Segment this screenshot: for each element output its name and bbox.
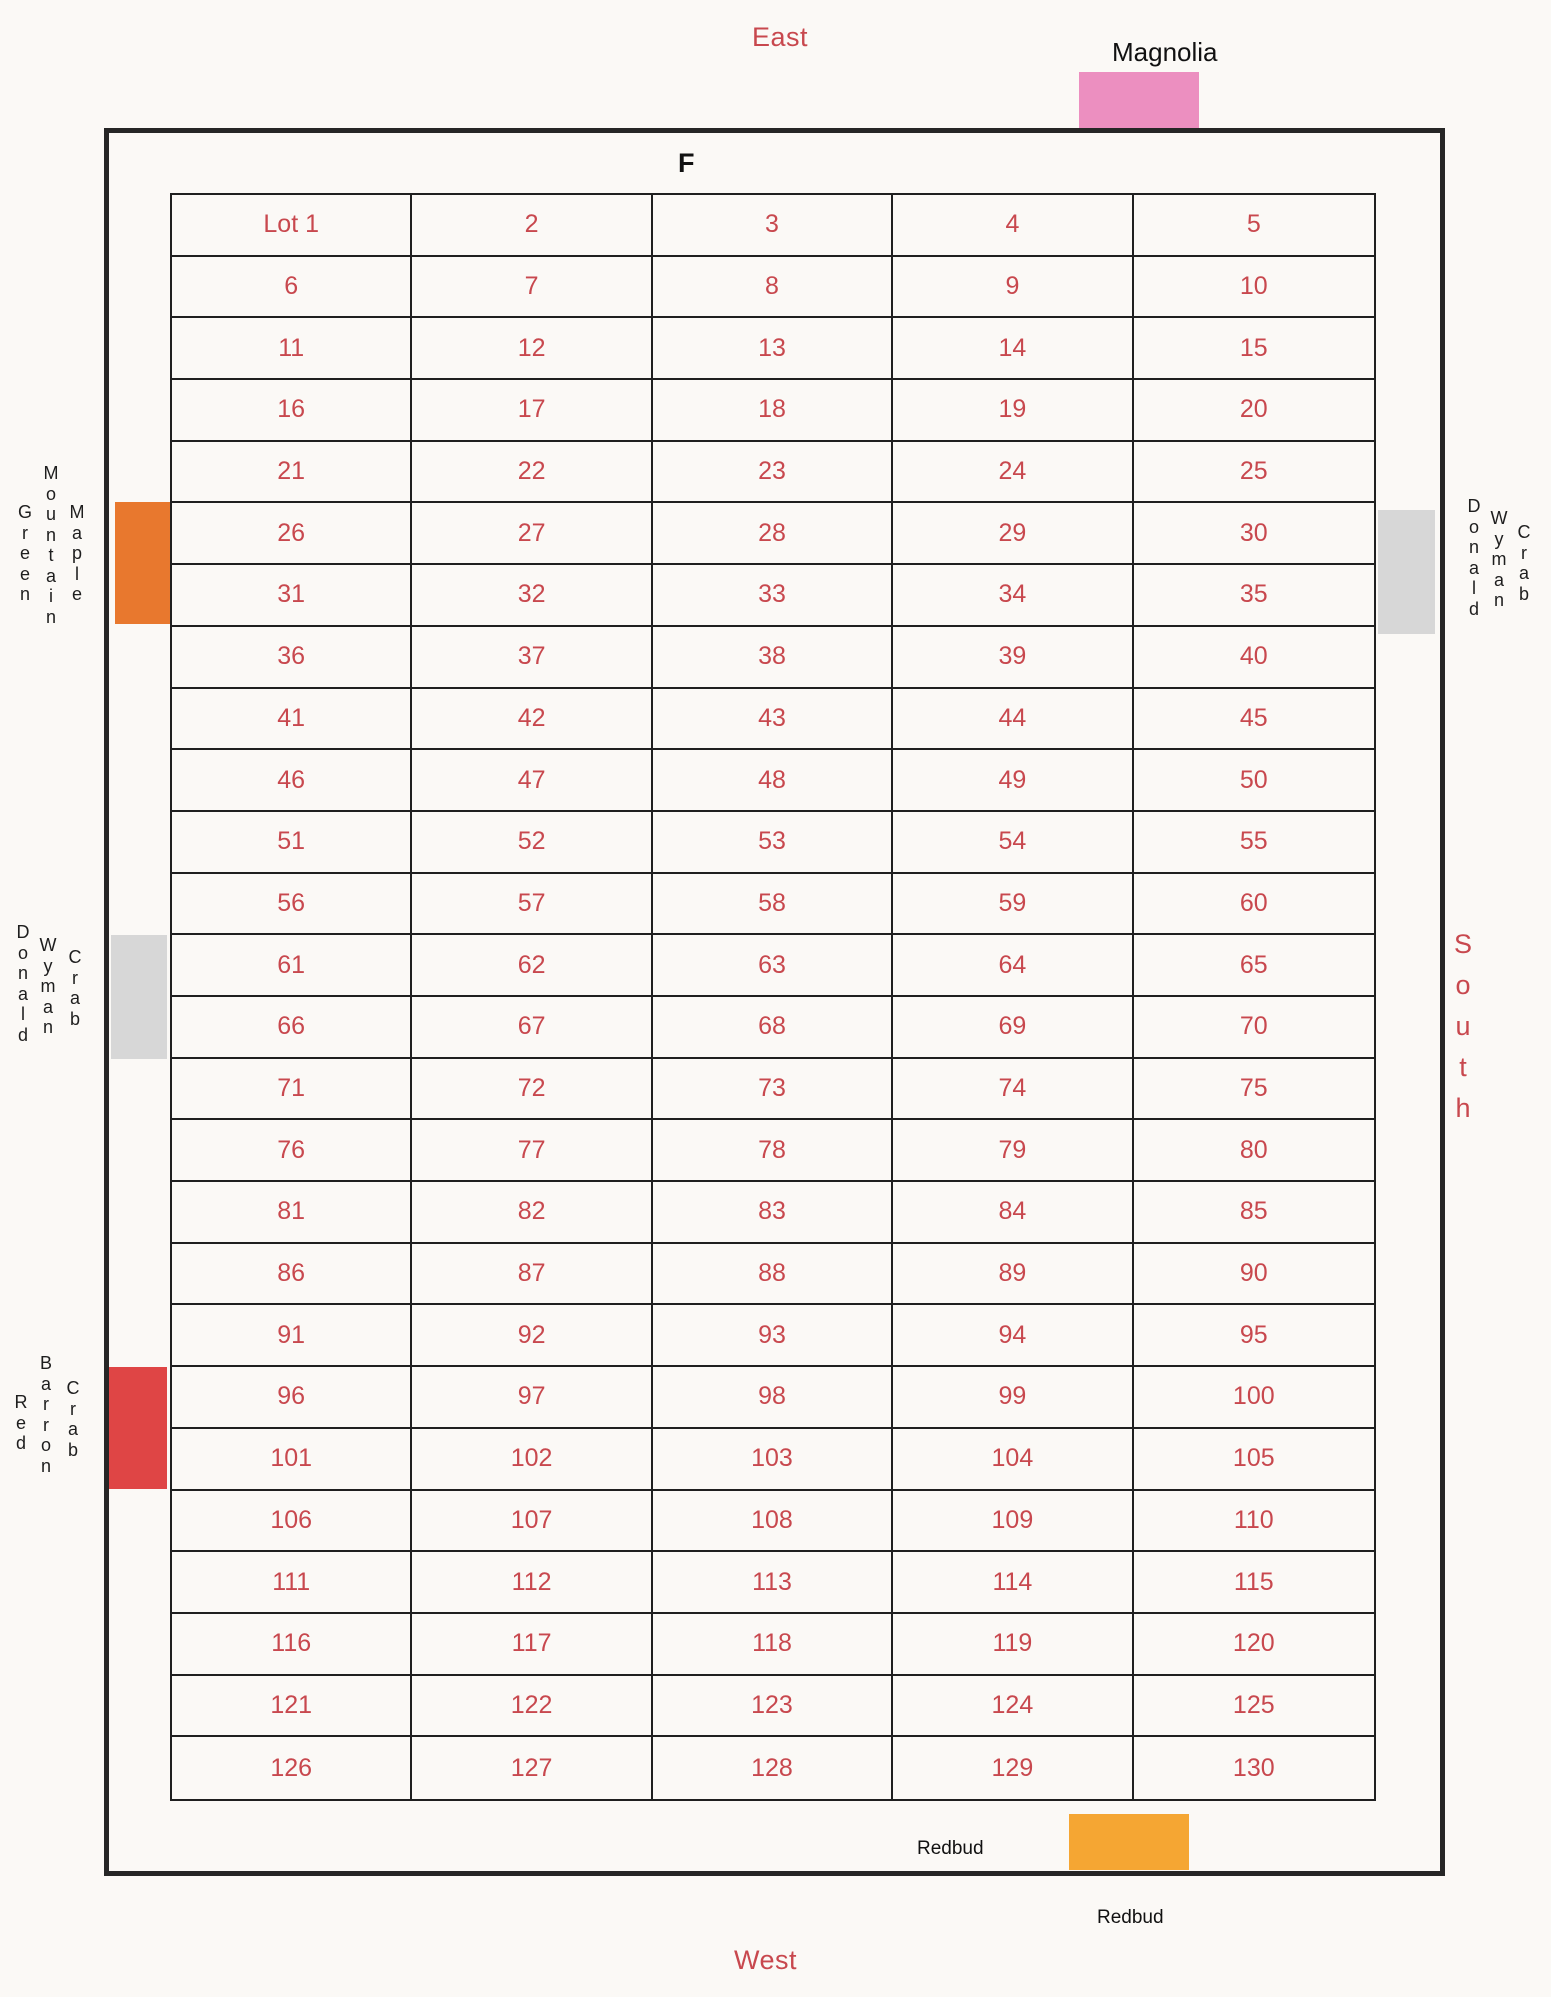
lot-cell: 125	[1134, 1676, 1374, 1738]
lot-cell: 61	[172, 935, 412, 997]
lot-cell: 103	[653, 1429, 893, 1491]
lot-cell: 119	[893, 1614, 1133, 1676]
lot-cell: 9	[893, 257, 1133, 319]
lot-cell: 107	[412, 1491, 652, 1553]
lot-cell: 12	[412, 318, 652, 380]
lot-cell: 27	[412, 503, 652, 565]
green-mountain-maple-word-3: M a p l e	[69, 502, 85, 604]
lot-cell: 120	[1134, 1614, 1374, 1676]
lot-cell: 42	[412, 689, 652, 751]
lot-cell: 110	[1134, 1491, 1374, 1553]
lot-cell: 102	[412, 1429, 652, 1491]
lot-cell: 17	[412, 380, 652, 442]
red-barron-crab-word-1: R e d	[14, 1392, 28, 1453]
lot-cell: 89	[893, 1244, 1133, 1306]
lot-cell: 99	[893, 1367, 1133, 1429]
donald-wyman-crab-right-marker	[1378, 510, 1435, 634]
lot-cell: 6	[172, 257, 412, 319]
lot-cell: 130	[1232, 1753, 1275, 1782]
lot-cell: 118	[653, 1614, 893, 1676]
lot-cell: 55	[1134, 812, 1374, 874]
lot-cell: 49	[893, 750, 1133, 812]
donald-wyman-crab-left-word-3: C r a b	[68, 947, 82, 1029]
lot-cell: 47	[412, 750, 652, 812]
lot-cell: 84	[893, 1182, 1133, 1244]
lot-cell: 26	[172, 503, 412, 565]
lot-cell: 16	[172, 380, 412, 442]
lot-cell: 34	[893, 565, 1133, 627]
lot-cell: 48	[653, 750, 893, 812]
lot-cell: 58	[653, 874, 893, 936]
lot-cell: 77	[412, 1120, 652, 1182]
redbud-outer-label: Redbud	[1097, 1907, 1164, 1928]
lot-cell: 11	[172, 318, 412, 380]
lot-cell: 68	[653, 997, 893, 1059]
lot-cell: 56	[172, 874, 412, 936]
lot-cell: 19	[893, 380, 1133, 442]
lot-cell: 63	[653, 935, 893, 997]
lot-cell: 10	[1134, 257, 1374, 319]
lot-cell: 70	[1134, 997, 1374, 1059]
lot-cell: 98	[653, 1367, 893, 1429]
redbud-inner-label: Redbud	[917, 1838, 984, 1859]
lot-cell: 69	[893, 997, 1133, 1059]
lot-cell: 31	[172, 565, 412, 627]
lot-cell: 3	[653, 195, 893, 257]
lot-cell: 117	[412, 1614, 652, 1676]
magnolia-label: Magnolia	[1112, 37, 1218, 67]
field-label: F	[678, 148, 695, 178]
lot-cell: 79	[893, 1120, 1133, 1182]
lot-cell: 43	[653, 689, 893, 751]
lot-cell: 15	[1134, 318, 1374, 380]
lot-cell: 13	[653, 318, 893, 380]
lot-cell: Lot 1	[172, 195, 412, 257]
lot-cell: 57	[412, 874, 652, 936]
lot-cell: 22	[412, 442, 652, 504]
lot-cell: 33	[653, 565, 893, 627]
lot-cell: 36	[172, 627, 412, 689]
lot-cell: 78	[653, 1120, 893, 1182]
lot-cell: 88	[653, 1244, 893, 1306]
lot-cell: 39	[893, 627, 1133, 689]
lot-cell: 2	[412, 195, 652, 257]
lot-cell: 25	[1134, 442, 1374, 504]
donald-wyman-crab-right-word-1: D o n a l d	[1467, 496, 1481, 619]
lot-cell: 114	[893, 1552, 1133, 1614]
magnolia-tree-marker	[1079, 72, 1199, 132]
lot-cell: 95	[1134, 1305, 1374, 1367]
lot-cell: 35	[1134, 565, 1374, 627]
donald-wyman-crab-right-word-2: W y m a n	[1490, 508, 1508, 610]
lot-cell: 76	[172, 1120, 412, 1182]
lot-cell: 97	[412, 1367, 652, 1429]
lot-cell: 4	[893, 195, 1133, 257]
lot-cell: 74	[893, 1059, 1133, 1121]
lot-cell: 54	[893, 812, 1133, 874]
lot-cell: 93	[653, 1305, 893, 1367]
lot-cell: 112	[412, 1552, 652, 1614]
lot-cell: 115	[1134, 1552, 1374, 1614]
lot-cell: 72	[412, 1059, 652, 1121]
lot-cell: 29	[893, 503, 1133, 565]
lot-cell: 59	[893, 874, 1133, 936]
lot-cell: 41	[172, 689, 412, 751]
lot-cell: 8	[653, 257, 893, 319]
lot-cell: 46	[172, 750, 412, 812]
lot-cell: 24	[893, 442, 1133, 504]
lot-cell: 52	[412, 812, 652, 874]
compass-west-label: West	[734, 1945, 798, 1975]
lot-cell: 108	[653, 1491, 893, 1553]
lot-cell: 75	[1134, 1059, 1374, 1121]
lot-cell: 32	[412, 565, 652, 627]
lot-cell: 67	[412, 997, 652, 1059]
lot-cell: 111	[172, 1552, 412, 1614]
lot-cell: 129	[893, 1737, 1133, 1799]
lot-cell: 50	[1134, 750, 1374, 812]
lot-cell: 126	[172, 1737, 412, 1799]
lot-cell: 64	[893, 935, 1133, 997]
lot-cell: 80	[1134, 1120, 1374, 1182]
lot-cell: 94	[893, 1305, 1133, 1367]
lot-cell: 62	[412, 935, 652, 997]
lot-cell: 44	[893, 689, 1133, 751]
red-barron-crab-marker	[109, 1367, 167, 1489]
red-barron-crab-word-3: C r a b	[66, 1378, 80, 1460]
lot-cell: 66	[172, 997, 412, 1059]
green-mountain-maple-word-2: M o u n t a i n	[43, 463, 59, 627]
lot-cell: 127	[412, 1737, 652, 1799]
lot-cell: 104	[893, 1429, 1133, 1491]
compass-south-label: S o u t h	[1454, 929, 1473, 1123]
lot-cell: 122	[412, 1676, 652, 1738]
lot-cell: 5	[1134, 195, 1374, 257]
lot-cell: 113	[653, 1552, 893, 1614]
lot-cell: 91	[172, 1305, 412, 1367]
lot-cell: 28	[653, 503, 893, 565]
lot-cell: 71	[172, 1059, 412, 1121]
red-barron-crab-word-2: B a r r o n	[39, 1353, 52, 1476]
lot-cell: 124	[893, 1676, 1133, 1738]
lot-cell: 51	[172, 812, 412, 874]
lot-grid	[170, 193, 1376, 1801]
donald-wyman-crab-left-marker	[111, 935, 167, 1059]
lot-cell: 83	[653, 1182, 893, 1244]
lot-cell: 30	[1134, 503, 1374, 565]
lot-cell: 105	[1134, 1429, 1374, 1491]
lot-cell: 106	[172, 1491, 412, 1553]
donald-wyman-crab-right-word-3: C r a b	[1517, 522, 1531, 604]
lot-cell: 128	[653, 1737, 893, 1799]
lot-cell: 116	[172, 1614, 412, 1676]
lot-cell: 100	[1134, 1367, 1374, 1429]
lot-cell: 21	[172, 442, 412, 504]
lot-cell: 90	[1134, 1244, 1374, 1306]
lot-cell: 40	[1134, 627, 1374, 689]
lot-cell: 23	[653, 442, 893, 504]
lot-cell: 86	[172, 1244, 412, 1306]
lot-cell: 101	[172, 1429, 412, 1491]
lot-cell: 18	[653, 380, 893, 442]
donald-wyman-crab-left-word-1: D o n a l d	[16, 922, 30, 1045]
lot-cell: 38	[653, 627, 893, 689]
lot-cell: 60	[1134, 874, 1374, 936]
lot-cell: 121	[172, 1676, 412, 1738]
lot-cell: 85	[1134, 1182, 1374, 1244]
lot-cell: 53	[653, 812, 893, 874]
lot-cell: 37	[412, 627, 652, 689]
donald-wyman-crab-left-word-2: W y m a n	[39, 935, 57, 1037]
lot-cell: 7	[412, 257, 652, 319]
green-mountain-maple-word-1: G r e e n	[18, 502, 33, 604]
green-mountain-maple-marker	[115, 502, 171, 624]
lot-cell: 96	[172, 1367, 412, 1429]
lot-cell: 92	[412, 1305, 652, 1367]
lot-cell: 65	[1134, 935, 1374, 997]
lot-cell: 14	[893, 318, 1133, 380]
lot-cell: 82	[412, 1182, 652, 1244]
lot-cell: 20	[1134, 380, 1374, 442]
lot-cell: 109	[893, 1491, 1133, 1553]
lot-cell: 123	[653, 1676, 893, 1738]
redbud-marker	[1069, 1814, 1189, 1870]
lot-cell: 73	[653, 1059, 893, 1121]
compass-east-label: East	[752, 22, 809, 52]
lot-cell: 45	[1134, 689, 1374, 751]
lot-cell: 87	[412, 1244, 652, 1306]
lot-cell: 81	[172, 1182, 412, 1244]
